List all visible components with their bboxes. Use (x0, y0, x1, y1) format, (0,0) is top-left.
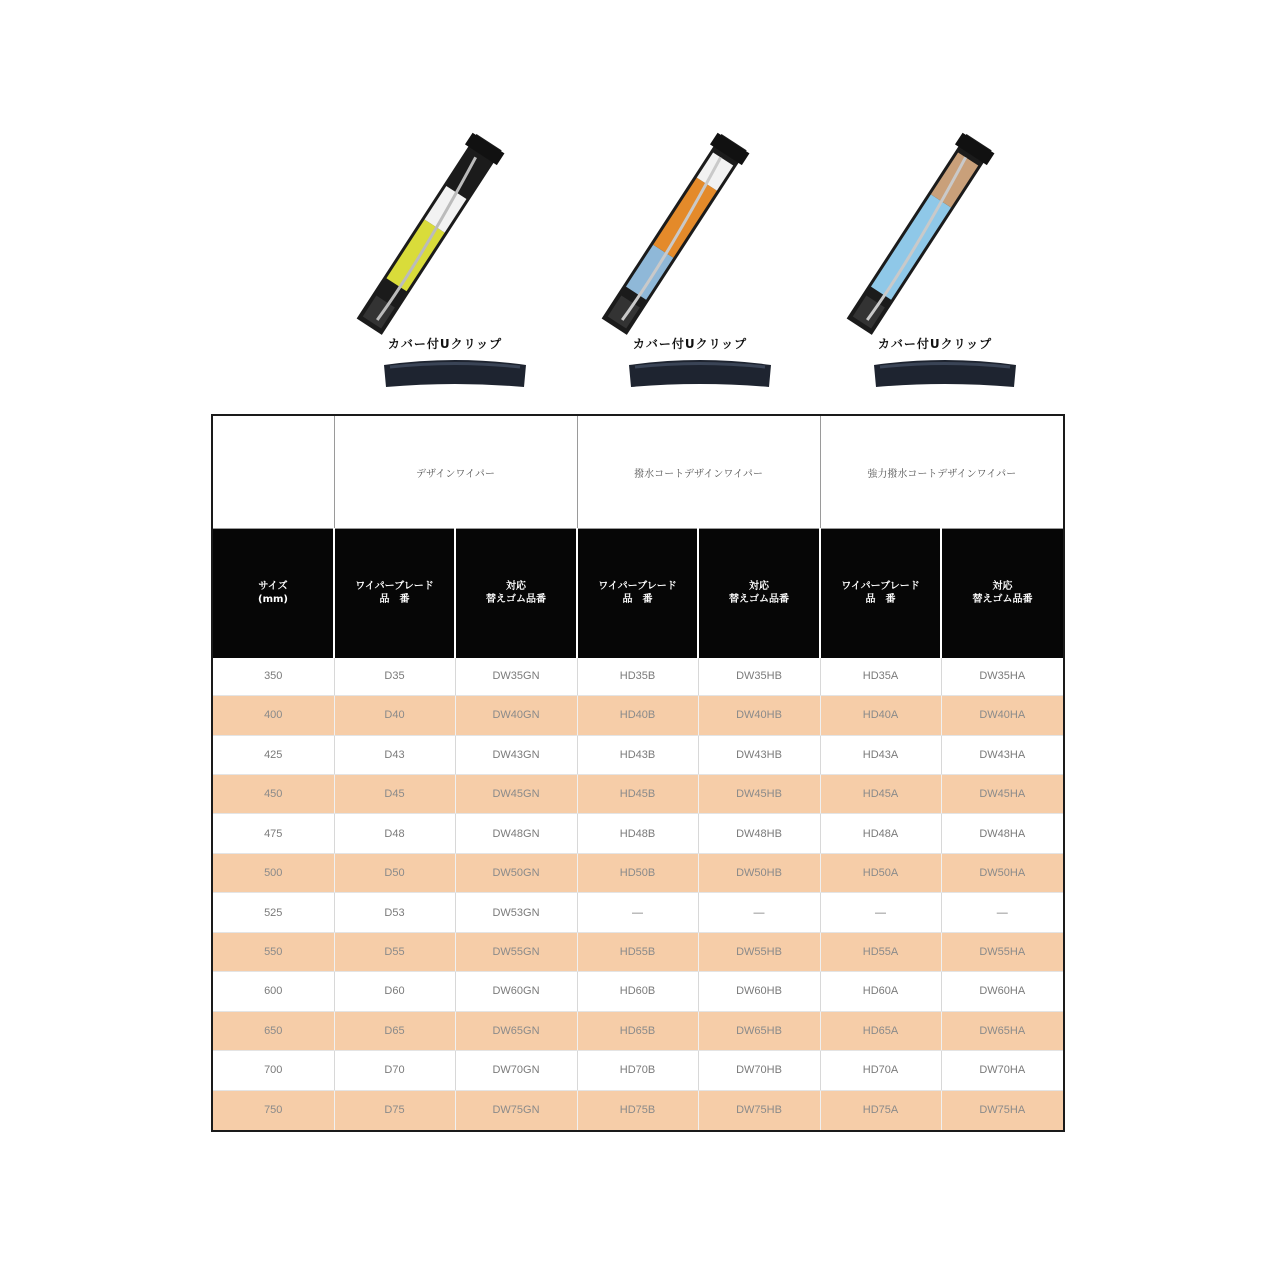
cell-blade-number: HD45B (577, 775, 698, 814)
group-header: 強力撥水コートデザインワイパー (820, 415, 1064, 529)
group-header-row (212, 415, 1064, 529)
cell-blade-number: D48 (334, 814, 455, 853)
header-line: 対応 (992, 581, 1013, 593)
cell-rubber-number: DW70GN (455, 1051, 577, 1090)
cell-blade-number: D40 (334, 696, 455, 735)
cell-rubber-number: DW43HA (941, 735, 1064, 774)
clip-label: カバー付Uクリップ (877, 337, 993, 351)
cell-size: 525 (212, 893, 334, 932)
cell-rubber-number: DW48HB (698, 814, 820, 853)
cell-blade-number: D70 (334, 1051, 455, 1090)
cell-blade-number: HD43B (577, 735, 698, 774)
cell-size: 750 (212, 1090, 334, 1131)
group-header: 撥水コートデザインワイパー (577, 415, 820, 529)
cell-rubber-number: DW48GN (455, 814, 577, 853)
cell-size: 400 (212, 696, 334, 735)
cell-size: 350 (212, 658, 334, 696)
cell-rubber-number: DW55GN (455, 932, 577, 971)
table-row (212, 1090, 1064, 1131)
column-header-size (212, 529, 334, 658)
cell-rubber-number: DW65HB (698, 1011, 820, 1050)
table-row (212, 775, 1064, 814)
compatibility-table (211, 414, 1063, 1132)
cell-blade-number: HD60B (577, 972, 698, 1011)
cell-rubber-number: DW65GN (455, 1011, 577, 1050)
cell-rubber-number: DW48HA (941, 814, 1064, 853)
column-header-rubber (941, 529, 1064, 658)
cell-size: 700 (212, 1051, 334, 1090)
header-line: 品 番 (865, 594, 896, 606)
cell-blade-number: — (577, 893, 698, 932)
cell-blade-number: HD48B (577, 814, 698, 853)
column-header-row (212, 529, 1064, 658)
cell-rubber-number: DW75GN (455, 1090, 577, 1131)
table-row (212, 1051, 1064, 1090)
cell-rubber-number: — (698, 893, 820, 932)
table-row (212, 658, 1064, 696)
cell-rubber-number: DW50GN (455, 853, 577, 892)
cell-rubber-number: DW40GN (455, 696, 577, 735)
cell-blade-number: HD75A (820, 1090, 941, 1131)
cell-blade-number: HD35B (577, 658, 698, 696)
cell-blade-number: HD70A (820, 1051, 941, 1090)
wiper-package-image (340, 145, 520, 325)
cell-rubber-number: DW50HA (941, 853, 1064, 892)
cell-size: 650 (212, 1011, 334, 1050)
table-row (212, 853, 1064, 892)
cell-blade-number: HD65B (577, 1011, 698, 1050)
cell-blade-number: HD40A (820, 696, 941, 735)
cell-rubber-number: DW75HA (941, 1090, 1064, 1131)
header-line: ワイパーブレード (355, 581, 434, 593)
cell-size: 550 (212, 932, 334, 971)
table-row (212, 932, 1064, 971)
cell-rubber-number: DW60HA (941, 972, 1064, 1011)
column-header-blade (577, 529, 698, 658)
cell-blade-number: — (820, 893, 941, 932)
column-header-rubber (698, 529, 820, 658)
cell-blade-number: HD65A (820, 1011, 941, 1050)
column-header-rubber (455, 529, 577, 658)
header-line: 対応 (506, 581, 526, 593)
cell-rubber-number: DW45HB (698, 775, 820, 814)
cell-blade-number: D35 (334, 658, 455, 696)
cell-rubber-number: DW45HA (941, 775, 1064, 814)
cell-rubber-number: DW55HA (941, 932, 1064, 971)
cell-rubber-number: DW43GN (455, 735, 577, 774)
group-header: デザインワイパー (334, 415, 577, 529)
cell-size: 600 (212, 972, 334, 1011)
cell-rubber-number: — (941, 893, 1064, 932)
header-line: 対応 (749, 581, 769, 593)
cell-rubber-number: DW50HB (698, 853, 820, 892)
cell-blade-number: D43 (334, 735, 455, 774)
cell-blade-number: HD40B (577, 696, 698, 735)
u-clip-image (625, 357, 775, 391)
cell-rubber-number: DW40HB (698, 696, 820, 735)
cell-rubber-number: DW43HB (698, 735, 820, 774)
table-row (212, 893, 1064, 932)
table-row (212, 696, 1064, 735)
header-line: 替えゴム品番 (729, 594, 789, 606)
cell-rubber-number: DW70HA (941, 1051, 1064, 1090)
cell-blade-number: HD45A (820, 775, 941, 814)
header-line: ワイパーブレード (841, 581, 920, 593)
cell-rubber-number: DW60HB (698, 972, 820, 1011)
cell-blade-number: HD55A (820, 932, 941, 971)
cell-size: 475 (212, 814, 334, 853)
cell-blade-number: HD55B (577, 932, 698, 971)
cell-blade-number: HD43A (820, 735, 941, 774)
clip-label: カバー付Uクリップ (387, 337, 503, 351)
clip-label: カバー付Uクリップ (632, 337, 748, 351)
header-line: (mm) (258, 594, 288, 606)
cell-rubber-number: DW70HB (698, 1051, 820, 1090)
cell-blade-number: D53 (334, 893, 455, 932)
cell-blade-number: HD70B (577, 1051, 698, 1090)
cell-rubber-number: DW65HA (941, 1011, 1064, 1050)
cell-rubber-number: DW35HA (941, 658, 1064, 696)
cell-rubber-number: DW53GN (455, 893, 577, 932)
cell-rubber-number: DW60GN (455, 972, 577, 1011)
column-header-blade (820, 529, 941, 658)
product-water-repellent-design-wiper (565, 145, 765, 395)
cell-size: 500 (212, 853, 334, 892)
cell-blade-number: D60 (334, 972, 455, 1011)
u-clip-image (870, 357, 1020, 391)
header-line: 替えゴム品番 (486, 594, 546, 606)
cell-rubber-number: DW45GN (455, 775, 577, 814)
cell-rubber-number: DW55HB (698, 932, 820, 971)
table-row (212, 1011, 1064, 1050)
cell-blade-number: D50 (334, 853, 455, 892)
cell-blade-number: D65 (334, 1011, 455, 1050)
spec-table (211, 414, 1065, 1132)
cell-blade-number: HD75B (577, 1090, 698, 1131)
table-row (212, 735, 1064, 774)
cell-size: 450 (212, 775, 334, 814)
wiper-package-image (585, 145, 765, 325)
group-header-blank (212, 415, 334, 529)
cell-blade-number: D75 (334, 1090, 455, 1131)
product-strong-water-repellent-design-wiper (810, 145, 1010, 395)
cell-rubber-number: DW35HB (698, 658, 820, 696)
cell-rubber-number: DW40HA (941, 696, 1064, 735)
cell-rubber-number: DW75HB (698, 1090, 820, 1131)
header-line: 品 番 (379, 594, 410, 606)
cell-blade-number: HD35A (820, 658, 941, 696)
cell-blade-number: D55 (334, 932, 455, 971)
wiper-package-image (830, 145, 1010, 325)
u-clip-image (380, 357, 530, 391)
table-row (212, 972, 1064, 1011)
product-design-wiper (320, 145, 520, 395)
header-line: ワイパーブレード (598, 581, 677, 593)
column-header-blade (334, 529, 455, 658)
cell-blade-number: HD50A (820, 853, 941, 892)
cell-blade-number: HD48A (820, 814, 941, 853)
table-row (212, 814, 1064, 853)
header-line: 替えゴム品番 (972, 594, 1033, 606)
cell-blade-number: D45 (334, 775, 455, 814)
cell-blade-number: HD60A (820, 972, 941, 1011)
cell-blade-number: HD50B (577, 853, 698, 892)
header-line: サイズ (258, 581, 288, 593)
cell-size: 425 (212, 735, 334, 774)
header-line: 品 番 (622, 594, 653, 606)
cell-rubber-number: DW35GN (455, 658, 577, 696)
